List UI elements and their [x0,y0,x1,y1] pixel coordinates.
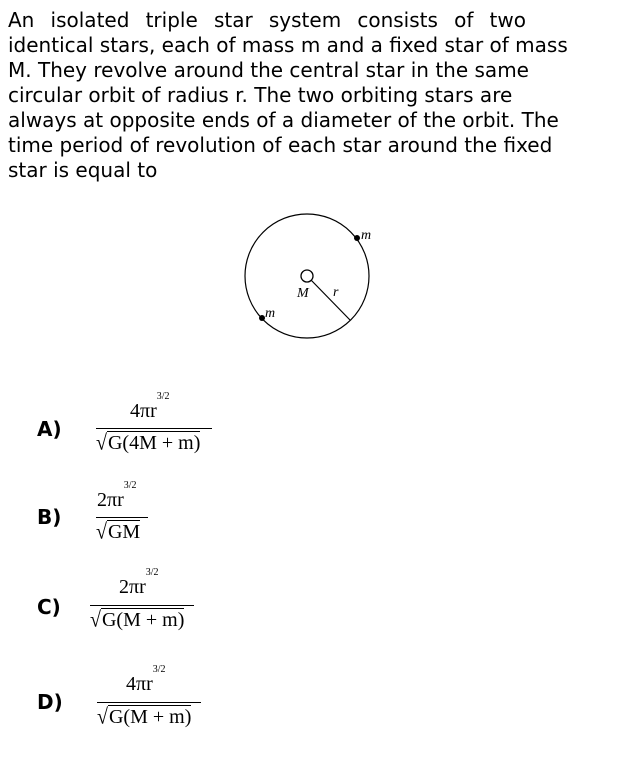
option-a-numerator: $4\pi r^{3/2}$ [130,391,170,422]
option-d-formula[interactable] [97,664,207,735]
top-star-label: m [361,228,372,243]
radius-label: r [333,285,339,300]
fraction-bar [97,702,201,703]
option-d-denominator: √G(M + m) [97,704,192,730]
question-line: identical stars, each of mass m and a fixed star of mass [8,33,568,57]
option-c-denominator: √G(M + m) [90,607,185,633]
question-line: M. They revolve around the central star in the same [8,58,529,82]
option-b-label[interactable]: B) [37,505,62,529]
center-star-label: M [297,286,309,301]
option-c-formula[interactable] [90,567,200,638]
option-a-label[interactable]: A) [37,417,62,441]
option-b-numerator: $2\pi r^{3/2}$ [97,480,137,511]
radius-line [311,280,350,320]
bottom-star-label: m [265,306,276,321]
question-line: time period of revolution of each star around the fixed [8,133,553,157]
question-text [8,8,608,183]
option-a-formula[interactable] [96,391,216,460]
option-d-numerator: $4\pi r^{3/2}$ [126,664,166,695]
fraction-bar [90,605,194,606]
option-a-denominator: √G(4M + m) [96,430,201,456]
question-line: An isolated triple star system consists of two [8,8,526,32]
question-line: always at opposite ends of a diameter of the orbit. The [8,108,559,132]
orbit-diagram [240,208,380,343]
fraction-bar [96,428,212,429]
option-c-numerator: $2\pi r^{3/2}$ [119,567,159,598]
option-d-label[interactable]: D) [37,690,63,714]
question-line: star is equal to [8,158,158,182]
option-b-formula[interactable] [96,480,156,549]
orbiting-star-top [354,235,360,241]
option-c-label[interactable]: C) [37,595,61,619]
fraction-bar [96,517,148,518]
option-b-denominator: √GM [96,519,141,545]
question-line: circular orbit of radius r. The two orbiting stars are [8,83,513,107]
